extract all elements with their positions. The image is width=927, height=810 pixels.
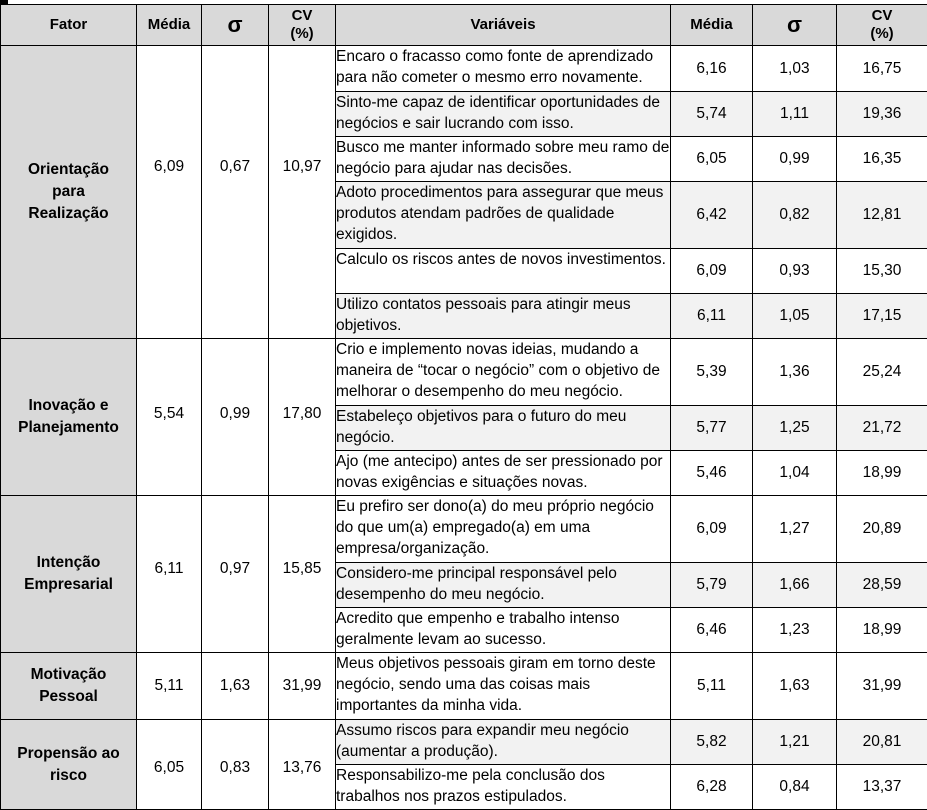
header-fator: Fator <box>1 5 137 46</box>
variable-text: Utilizo contatos pessoais para atingir meus objetivos. <box>336 294 671 339</box>
variable-cv: 16,75 <box>837 46 927 92</box>
variable-cv: 17,15 <box>837 294 927 339</box>
variable-sigma: 0,84 <box>753 765 837 810</box>
table-row <box>1 496 927 563</box>
variable-sigma: 1,25 <box>753 406 837 451</box>
factor-cv: 17,80 <box>269 339 336 496</box>
variable-cv: 21,72 <box>837 406 927 451</box>
variable-media: 5,46 <box>671 451 753 496</box>
variable-cv: 13,37 <box>837 765 927 810</box>
header-media: Média <box>137 5 202 46</box>
variable-sigma: 1,36 <box>753 339 837 406</box>
variable-media: 6,09 <box>671 496 753 563</box>
header-cv-2 <box>837 5 927 46</box>
variable-sigma: 1,66 <box>753 563 837 608</box>
variable-media: 6,46 <box>671 608 753 653</box>
variable-text: Crio e implemento novas ideias, mudando a maneira de “tocar o negócio” com o objetivo de melhorar o desempenho do meu negócio. <box>336 339 671 406</box>
factor-media: 6,11 <box>137 496 202 653</box>
variable-text: Adoto procedimentos para assegurar que meus produtos atendam padrões de qualidade exigidos. <box>336 182 671 249</box>
variable-sigma: 1,27 <box>753 496 837 563</box>
variable-media: 6,11 <box>671 294 753 339</box>
variable-cv: 19,36 <box>837 92 927 137</box>
variable-text: Considero-me principal responsável pelo desempenho do meu negócio. <box>336 563 671 608</box>
variable-text: Acredito que empenho e trabalho intenso geralmente levam ao sucesso. <box>336 608 671 653</box>
factor-cell: Intenção Empresarial <box>1 496 137 653</box>
variable-text: Encaro o fracasso como fonte de aprendizado para não cometer o mesmo erro novamente. <box>336 46 671 92</box>
variable-sigma: 1,63 <box>753 653 837 720</box>
variable-sigma: 1,11 <box>753 92 837 137</box>
table-row <box>1 653 927 720</box>
variable-media: 6,28 <box>671 765 753 810</box>
variable-cv: 18,99 <box>837 451 927 496</box>
header-variaveis: Variáveis <box>336 5 671 46</box>
factor-cell: Inovação e Planejamento <box>1 339 137 496</box>
factor-cell: Orientação para Realização <box>1 46 137 339</box>
factor-media: 5,11 <box>137 653 202 720</box>
header-cv <box>269 5 336 46</box>
header-cv-line1: CV <box>292 7 313 24</box>
header-media-2: Média <box>671 5 753 46</box>
variable-text: Calculo os riscos antes de novos investimentos. <box>336 249 671 294</box>
variable-media: 5,79 <box>671 563 753 608</box>
variable-media: 6,09 <box>671 249 753 294</box>
variable-media: 5,77 <box>671 406 753 451</box>
factor-cell: Propensão ao risco <box>1 720 137 810</box>
factor-media: 5,54 <box>137 339 202 496</box>
variable-sigma: 0,82 <box>753 182 837 249</box>
header-row <box>1 5 927 46</box>
factor-cv: 10,97 <box>269 46 336 339</box>
variable-media: 6,16 <box>671 46 753 92</box>
variable-cv: 18,99 <box>837 608 927 653</box>
variable-sigma: 0,93 <box>753 249 837 294</box>
variable-media: 5,74 <box>671 92 753 137</box>
factor-variables-table <box>0 4 927 810</box>
variable-text: Assumo riscos para expandir meu negócio (aumentar a produção). <box>336 720 671 765</box>
factor-media: 6,05 <box>137 720 202 810</box>
variable-sigma: 0,99 <box>753 137 837 182</box>
factor-cell: Motivação Pessoal <box>1 653 137 720</box>
variable-media: 6,05 <box>671 137 753 182</box>
header-cv2-line1: CV <box>872 7 893 24</box>
variable-sigma: 1,23 <box>753 608 837 653</box>
variable-cv: 20,81 <box>837 720 927 765</box>
variable-media: 5,11 <box>671 653 753 720</box>
table-row <box>1 339 927 406</box>
header-cv-line2: (%) <box>290 25 313 42</box>
table-row <box>1 720 927 765</box>
variable-text: Busco me manter informado sobre meu ramo de negócio para ajudar nas decisões. <box>336 137 671 182</box>
variable-media: 5,82 <box>671 720 753 765</box>
header-cv2-line2: (%) <box>870 25 893 42</box>
variable-sigma: 1,05 <box>753 294 837 339</box>
variable-text: Responsabilizo-me pela conclusão dos trabalhos nos prazos estipulados. <box>336 765 671 810</box>
header-sigma: σ <box>202 5 269 46</box>
variable-cv: 28,59 <box>837 563 927 608</box>
variable-sigma: 1,21 <box>753 720 837 765</box>
factor-sigma: 0,83 <box>202 720 269 810</box>
factor-sigma: 0,99 <box>202 339 269 496</box>
factor-cv: 13,76 <box>269 720 336 810</box>
variable-media: 6,42 <box>671 182 753 249</box>
variable-text: Eu prefiro ser dono(a) do meu próprio negócio do que um(a) empregado(a) em uma empresa/organização. <box>336 496 671 563</box>
variable-cv: 16,35 <box>837 137 927 182</box>
factor-cv: 15,85 <box>269 496 336 653</box>
variable-cv: 25,24 <box>837 339 927 406</box>
variable-media: 5,39 <box>671 339 753 406</box>
variable-sigma: 1,03 <box>753 46 837 92</box>
factor-sigma: 0,97 <box>202 496 269 653</box>
variable-text: Sinto-me capaz de identificar oportunidades de negócios e sair lucrando com isso. <box>336 92 671 137</box>
variable-text: Estabeleço objetivos para o futuro do meu negócio. <box>336 406 671 451</box>
variable-cv: 15,30 <box>837 249 927 294</box>
header-sigma-2: σ <box>753 5 837 46</box>
variable-text: Ajo (me antecipo) antes de ser pressionado por novas exigências e situações novas. <box>336 451 671 496</box>
factor-cv: 31,99 <box>269 653 336 720</box>
factor-sigma: 1,63 <box>202 653 269 720</box>
variable-sigma: 1,04 <box>753 451 837 496</box>
variable-cv: 31,99 <box>837 653 927 720</box>
factor-sigma: 0,67 <box>202 46 269 339</box>
variable-cv: 20,89 <box>837 496 927 563</box>
factor-media: 6,09 <box>137 46 202 339</box>
variable-text: Meus objetivos pessoais giram em torno deste negócio, sendo uma das coisas mais importantes da minha vida. <box>336 653 671 720</box>
table-row <box>1 46 927 92</box>
variable-cv: 12,81 <box>837 182 927 249</box>
